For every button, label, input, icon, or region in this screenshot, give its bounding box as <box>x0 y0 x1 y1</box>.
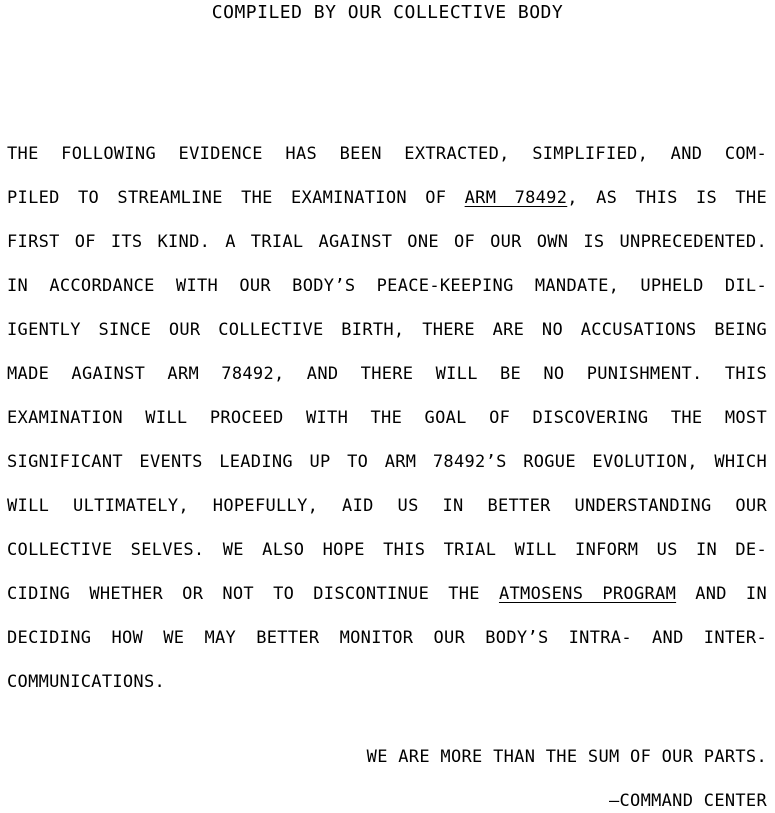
paragraph-line: EXAMINATION WILL PROCEED WITH THE GOAL OF DISCOVERING THE MOST <box>7 408 767 428</box>
paragraph-line: PILED TO STREAMLINE THE EXAMINATION OF ARM 78492, AS THIS IS THE <box>7 188 767 208</box>
paragraph-line: MADE AGAINST ARM 78492, AND THERE WILL BE NO PUNISHMENT. THIS <box>7 364 767 384</box>
paragraph-line: WILL ULTIMATELY, HOPEFULLY, AID US IN BETTER UNDERSTANDING OUR <box>7 496 767 516</box>
paragraph-line: THE FOLLOWING EVIDENCE HAS BEEN EXTRACTED, SIMPLIFIED, AND COM- <box>7 144 767 164</box>
arm-78492-link[interactable]: ARM 78492 <box>464 188 568 208</box>
paragraph-line: FIRST OF ITS KIND. A TRIAL AGAINST ONE OF OUR OWN IS UNPRECEDENTED. <box>7 232 767 252</box>
evidence-paragraph <box>7 132 767 704</box>
document-heading: COMPILED BY OUR COLLECTIVE BODY <box>211 2 564 23</box>
motto: WE ARE MORE THAN THE SUM OF OUR PARTS. <box>366 747 767 767</box>
paragraph-line: CIDING WHETHER OR NOT TO DISCONTINUE THE ATMOSENS PROGRAM AND IN <box>7 584 768 604</box>
atmosens-program-link[interactable]: ATMOSENS PROGRAM <box>498 584 677 604</box>
signature: —COMMAND CENTER <box>608 791 767 811</box>
paragraph-line: COLLECTIVE SELVES. WE ALSO HOPE THIS TRIAL WILL INFORM US IN DE- <box>7 540 767 560</box>
paragraph-line: SIGNIFICANT EVENTS LEADING UP TO ARM 78492’S ROGUE EVOLUTION, WHICH <box>7 452 767 472</box>
paragraph-line: IGENTLY SINCE OUR COLLECTIVE BIRTH, THERE ARE NO ACCUSATIONS BEING <box>7 320 767 340</box>
paragraph-line: COMMUNICATIONS. <box>7 672 166 692</box>
paragraph-line: DECIDING HOW WE MAY BETTER MONITOR OUR BODY’S INTRA- AND INTER- <box>7 628 767 648</box>
paragraph-line: IN ACCORDANCE WITH OUR BODY’S PEACE-KEEPING MANDATE, UPHELD DIL- <box>7 276 767 296</box>
